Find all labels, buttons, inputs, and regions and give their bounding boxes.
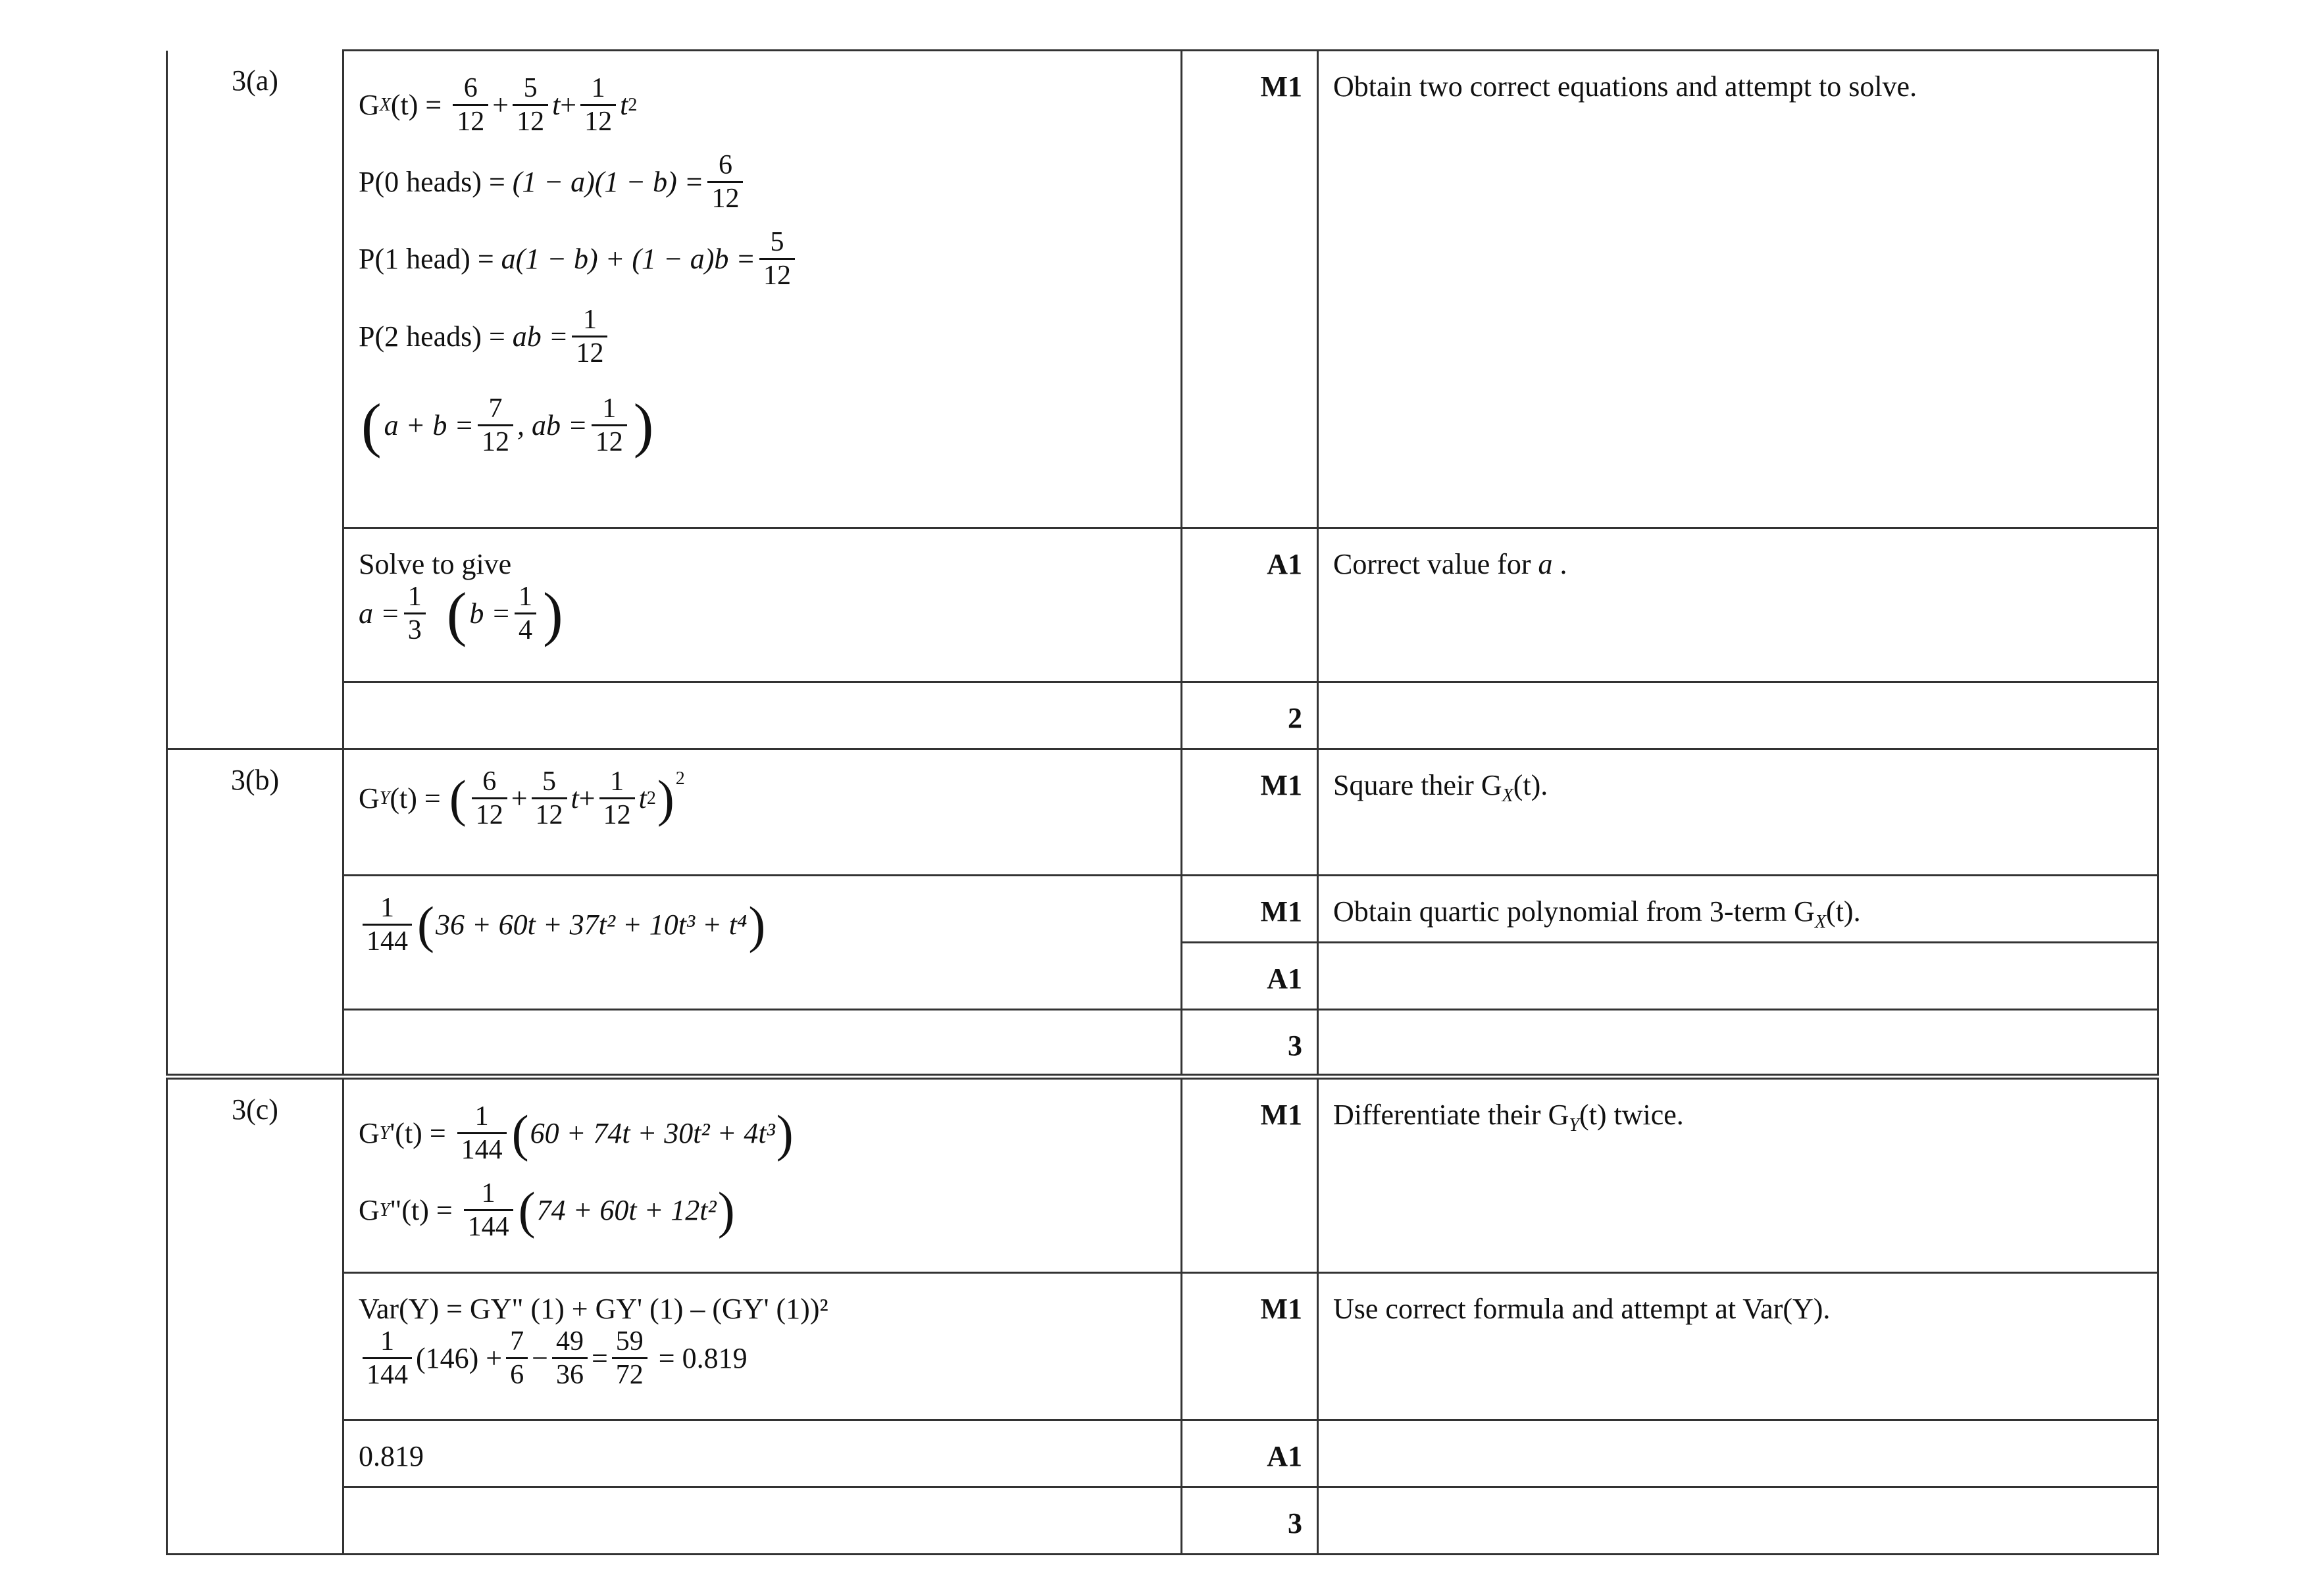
quartic-polynomial: $\frac{1}{144}$ ( 36 + 60t + 37t² + 10t³ + t⁴ ) — [359, 893, 1167, 956]
first-derivative: G Y '(t) = $\frac{1}{144}$ ( 60 + 74t + 30t² + 4t³ ) — [359, 1101, 794, 1166]
fraction: $\frac{1}{12}$ — [580, 74, 616, 136]
mark-m1: M1 — [1182, 1077, 1318, 1273]
row-3a-equations — [167, 51, 2158, 528]
row-3b-gy — [167, 749, 2158, 876]
gx-equation: G X (t) = $\frac{6}{12}$ + $\frac{5}{12}$ t + $\frac{1}{12}$ t 2 — [359, 73, 638, 137]
total-marks: 2 — [1182, 682, 1318, 749]
total-marks: 3 — [1182, 1010, 1318, 1077]
solve-text: Solve to give — [359, 548, 512, 580]
mark-a1: A1 — [1182, 943, 1318, 1010]
row-3c-answer — [167, 1420, 2158, 1487]
p2-equation: P(2 heads) = ab = $\frac{1}{12}$ — [359, 305, 1167, 368]
question-number-3a: 3(a) — [167, 51, 343, 749]
mark-m1: M1 — [1182, 1273, 1318, 1420]
guidance-text: Obtain quartic polynomial from 3-term $G_X(t)$. — [1318, 876, 2158, 943]
solution-values: a = $\frac{1}{3}$ ( b = $\frac{1}{4}$ ) — [359, 580, 563, 647]
mark-m1: M1 — [1182, 749, 1318, 876]
second-derivative: G Y "(t) = $\frac{1}{144}$ ( 74 + 60t + 12t² ) — [359, 1178, 735, 1243]
guidance-text: Differentiate their $G_Y(t)$ twice. — [1318, 1077, 2158, 1273]
guidance-text: Use correct formula and attempt at Var(Y). — [1318, 1273, 2158, 1420]
row-3c-total — [167, 1487, 2158, 1555]
row-3a-total — [167, 682, 2158, 749]
row-3b-total — [167, 1010, 2158, 1077]
answer-cell — [343, 51, 1182, 528]
question-number-3c: 3(c) — [167, 1077, 343, 1555]
row-3c-variance — [167, 1273, 2158, 1420]
mark-a1: A1 — [1182, 1420, 1318, 1487]
guidance-text: Square their $G_X(t)$. — [1318, 749, 2158, 876]
row-3c-derivatives — [167, 1077, 2158, 1273]
guidance-text: Correct value for a . — [1318, 528, 2158, 682]
fraction: $\frac{5}{12}$ — [513, 74, 548, 136]
total-marks: 3 — [1182, 1487, 1318, 1555]
row-3a-solution — [167, 528, 2158, 682]
variance-calculation: $\frac{1}{144}$ (146) + $\frac{7}{6}$ − $\frac{49}{36}$ = $\frac{59}{72}$ = 0.819 — [359, 1327, 1167, 1389]
variance-formula: Var(Y) = GY" (1) + GY' (1) – (GY' (1))² — [359, 1293, 828, 1325]
p1-equation: P(1 head) = a(1 − b) + (1 − a)b = $\frac{5}{12}$ — [359, 228, 1167, 290]
mark-scheme-table — [166, 49, 2159, 1555]
row-3b-poly — [167, 876, 2158, 943]
p0-equation: P(0 heads) = (1 − a)(1 − b) = $\frac{6}{12}$ — [359, 151, 1167, 213]
gy-equation: G Y (t) = ( $\frac{6}{12}$ + $\frac{5}{12}$ t + $\frac{1}{12}$ t 2 ) $^2$ — [359, 766, 685, 831]
mark-m1: M1 — [1182, 51, 1318, 528]
guidance-text: Obtain two correct equations and attempt to solve. — [1318, 51, 2158, 528]
fraction: $\frac{6}{12}$ — [453, 74, 488, 136]
final-answer: 0.819 — [343, 1420, 1182, 1487]
mark-m1: M1 — [1182, 876, 1318, 943]
question-number-3b: 3(b) — [167, 749, 343, 1077]
mark-a1: A1 — [1182, 528, 1318, 682]
simultaneous-equations: ( a + b = $\frac{7}{12}$ , ab = $\frac{1}{12}$ ) — [361, 391, 654, 459]
